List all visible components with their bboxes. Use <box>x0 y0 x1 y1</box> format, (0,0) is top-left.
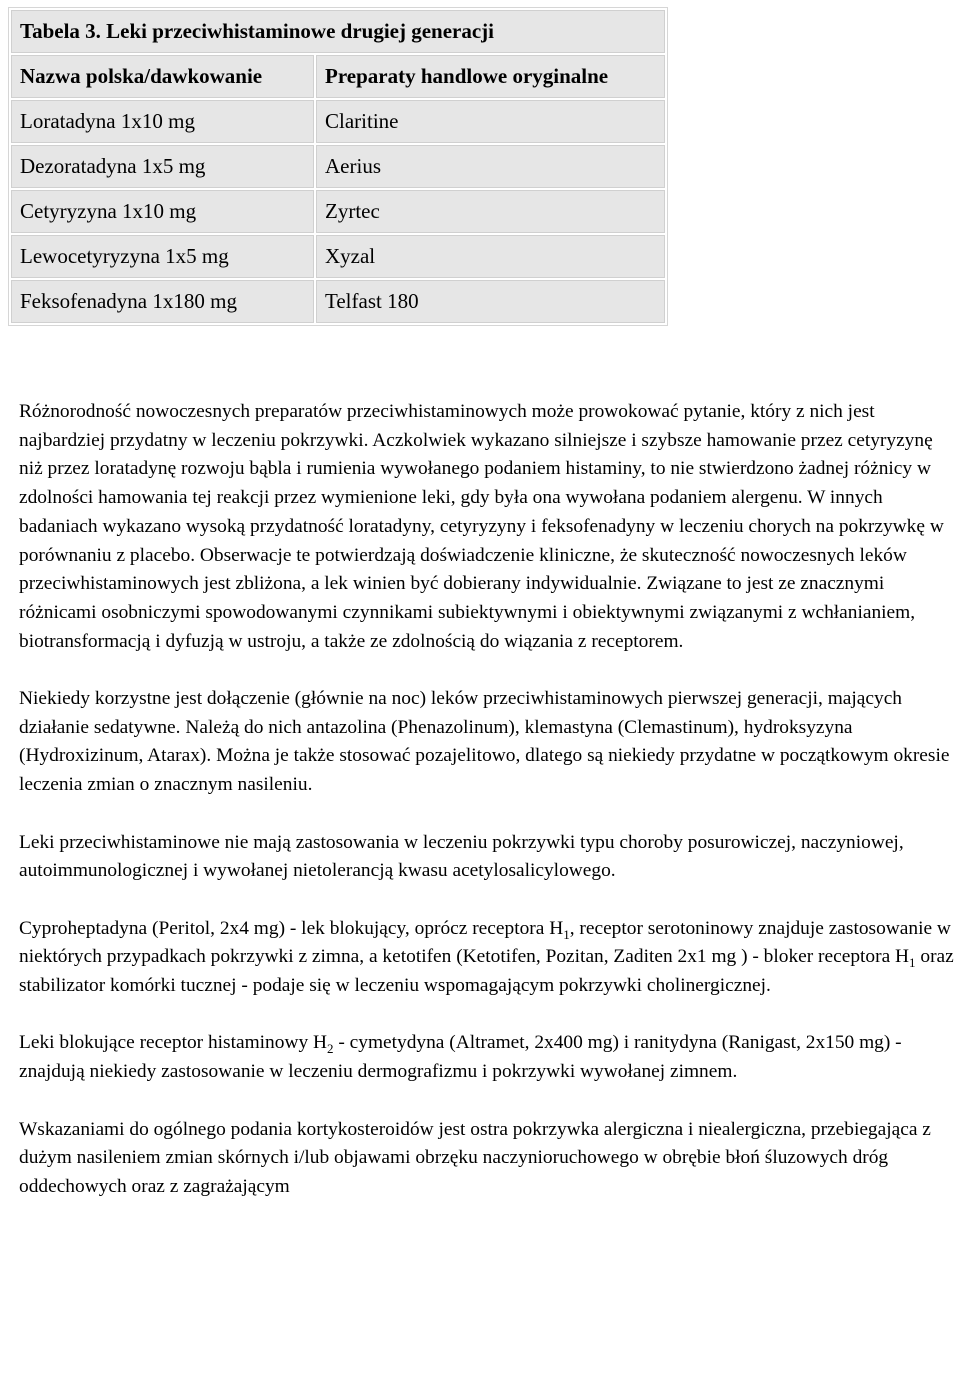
brand-name-cell: Zyrtec <box>316 190 665 233</box>
table-header-row <box>11 55 665 98</box>
header-name-dosage: Nazwa polska/dawkowanie <box>11 55 314 98</box>
table-caption: Tabela 3. Leki przeciwhistaminowe drugiej generacji <box>11 10 665 53</box>
drug-name-cell: Feksofenadyna 1x180 mg <box>11 280 314 323</box>
brand-name-cell: Xyzal <box>316 235 665 278</box>
subscript-1: 1 <box>563 926 570 942</box>
header-brand-preparations: Preparaty handlowe oryginalne <box>316 55 665 98</box>
drug-name-cell: Loratadyna 1x10 mg <box>11 100 314 143</box>
drug-table <box>8 7 668 326</box>
p5-text-1: Leki blokujące receptor histaminowy H <box>19 1032 327 1054</box>
paragraph-corticosteroids: Wskazaniami do ogólnego podania kortykosteroidów jest ostra pokrzywka alergiczna i niealergiczna, przebiegająca z dużym nasileniem zmian skórnych i/lub objawami obrzęku naczynioruchowego w obrębie błoń śluzowych dróg oddechowych oraz z zagrażającym <box>19 1118 931 1197</box>
table-row <box>11 280 665 323</box>
brand-name-cell: Claritine <box>316 100 665 143</box>
paragraph-cyproheptadine <box>19 915 957 1001</box>
table-caption-row <box>11 10 665 53</box>
p5-text-2: - cymetydyna (Altramet, 2x400 mg) i ranitydyna (Ranigast, 2x150 mg) - znajdują niekiedy zastosowanie w leczeniu dermografizmu i pokrzywki wywołanej zimnem. <box>19 1032 902 1083</box>
paragraph-antihistamine-comparison: Różnorodność nowoczesnych preparatów przeciwhistaminowych może prowokować pytanie, który z nich jest najbardziej przydatny w leczeniu pokrzywki. Aczkolwiek wykazano silniejsze i szybsze hamowanie przez cetyryzynę niż przez loratadynę rozwoju bąbla i rumienia wywołanego podaniem histaminy, to nie stwierdzono żadnej różnicy w zdolności hamowania tej reakcji przez wymienione leki, gdy była ona wywołana podaniem alergenu. W innych badaniach wykazano wysoką przydatność loratadyny, cetyryzyny i feksofenadyny w leczeniu chorych na pokrzywkę w porównaniu z placebo. Obserwacje te potwierdzają doświadczenie kliniczne, że skuteczność nowoczesnych leków przeciwhistaminowych jest zbliżona, a lek winien być dobierany indywidualnie. Związane to jest ze znacznymi różnicami osobniczymi spowodowanymi czynnikami subiektywnymi i obiektywnymi związanymi z wchłanianiem, biotransformacją i dyfuzją w ustroju, a także ze zdolnością do wiązania z receptorem. <box>19 401 944 652</box>
table-row <box>11 235 665 278</box>
brand-name-cell: Telfast 180 <box>316 280 665 323</box>
p4-text-3: oraz stabilizator komórki tucznej - podaje się w leczeniu wspomagającym pokrzywki cholinergicznej. <box>19 946 954 997</box>
table-row <box>11 190 665 233</box>
p4-text-2: , receptor serotoninowy znajduje zastosowanie w niektórych przypadkach pokrzywki z zimna, a ketotifen (Ketotifen, Pozitan, Zaditen 2x1 mg ) - bloker receptora H <box>19 917 951 968</box>
table-row <box>11 100 665 143</box>
article-body <box>19 398 957 1230</box>
paragraph-first-generation: Niekiedy korzystne jest dołączenie (głównie na noc) leków przeciwhistaminowych pierwszej generacji, mających działanie sedatywne. Należą do nich antazolina (Phenazolinum), klemastyna (Clemastinum), hydroksyzyna (Hydroxizinum, Atarax). Można je także stosować pozajelitowo, dlatego są niekiedy przydatne w początkowym okresie leczenia zmian o znacznym nasileniu. <box>19 688 950 796</box>
paragraph-h2-blockers <box>19 1029 957 1086</box>
drug-name-cell: Dezoratadyna 1x5 mg <box>11 145 314 188</box>
p4-text-1: Cyproheptadyna (Peritol, 2x4 mg) - lek blokujący, oprócz receptora H <box>19 917 564 939</box>
drug-name-cell: Lewocetyryzyna 1x5 mg <box>11 235 314 278</box>
subscript-1: 1 <box>909 955 916 971</box>
paragraph-no-indication: Leki przeciwhistaminowe nie mają zastosowania w leczeniu pokrzywki typu choroby posurowiczej, naczyniowej, autoimmunologicznej i wywołanej nietolerancją kwasu acetylosalicylowego. <box>19 831 904 882</box>
table-row <box>11 145 665 188</box>
brand-name-cell: Aerius <box>316 145 665 188</box>
subscript-2: 2 <box>327 1041 334 1057</box>
drug-name-cell: Cetyryzyna 1x10 mg <box>11 190 314 233</box>
